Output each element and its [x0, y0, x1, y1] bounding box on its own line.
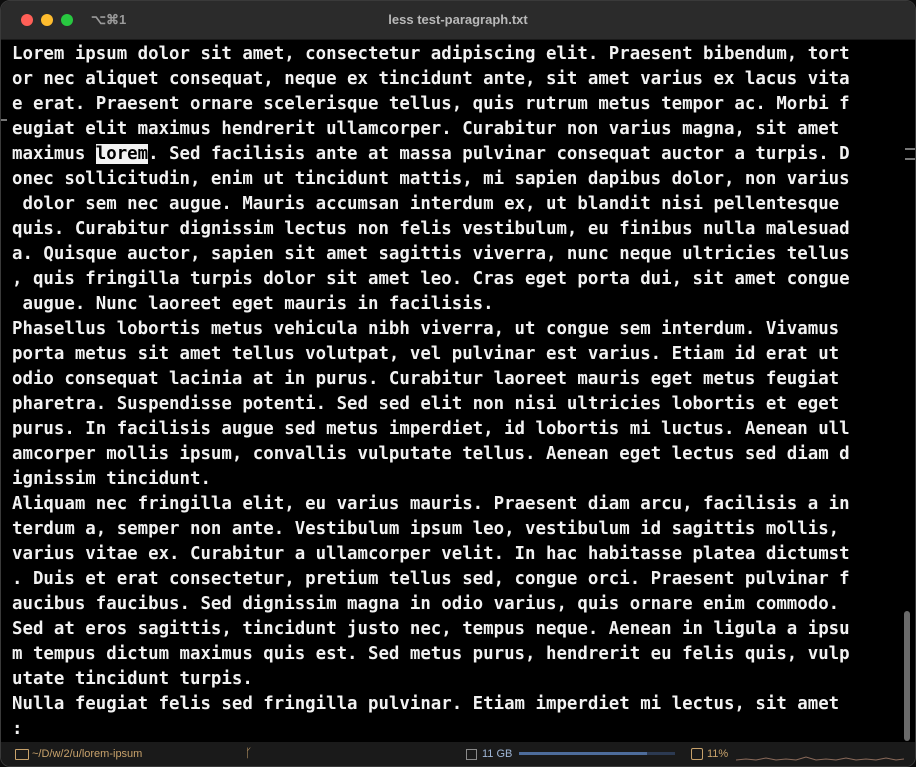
scrollbar-thumb[interactable]	[904, 611, 910, 741]
terminal-line: or nec aliquet consequat, neque ex tincidunt ante, sit amet varius ex lacus vita	[12, 69, 850, 89]
terminal-line: amcorper mollis ipsum, convallis vulputate tellus. Aenean eget lectus sed diam d	[12, 444, 850, 464]
memory-bar-fill	[519, 752, 647, 755]
terminal-line: onec sollicitudin, enim ut tincidunt mattis, mi sapien dapibus dolor, non varius	[12, 169, 850, 189]
status-bar	[1, 742, 915, 766]
tab-shortcut: ⌥⌘1	[91, 12, 127, 27]
terminal-line: :	[12, 719, 23, 739]
terminal-line: Sed at eros sagittis, tincidunt justo nec, tempus neque. Aenean in ligula a ipsu	[12, 619, 850, 639]
terminal-line: ignissim tincidunt.	[12, 469, 211, 489]
terminal-line: Phasellus lobortis metus vehicula nibh viverra, ut congue sem interdum. Vivamus	[12, 319, 840, 339]
terminal-line: dolor sem nec augue. Mauris accumsan interdum ex, ut blandit nisi pellentesque	[12, 194, 840, 214]
terminal-line: eugiat elit maximus hendrerit ullamcorper. Curabitur non varius magna, sit amet	[12, 119, 840, 139]
terminal-line: Lorem ipsum dolor sit amet, consectetur adipiscing elit. Praesent bibendum, tort	[12, 44, 850, 64]
terminal-line: utate tincidunt turpis.	[12, 669, 253, 689]
terminal-line: quis. Curabitur dignissim lectus non felis vestibulum, eu finibus nulla malesuad	[12, 219, 850, 239]
terminal-line: purus. In facilisis augue sed metus imperdiet, id lobortis mi luctus. Aenean ull	[12, 419, 850, 439]
terminal-line: Aliquam nec fringilla elit, eu varius mauris. Praesent diam arcu, facilisis a in	[12, 494, 850, 514]
window-title: less test-paragraph.txt	[388, 12, 528, 27]
terminal-line: , quis fringilla turpis dolor sit amet leo. Cras eget porta dui, sit amet congue	[12, 269, 850, 289]
terminal-line: pharetra. Suspendisse potenti. Sed sed elit non nisi ultricies lobortis et eget	[12, 394, 840, 414]
terminal-line: aucibus faucibus. Sed dignissim magna in odio varius, quis ornare enim commodo.	[12, 594, 840, 614]
terminal-line: porta metus sit amet tellus volutpat, vel pulvinar est varius. Etiam id erat ut	[12, 344, 840, 364]
terminal-line: odio consequat lacinia at in purus. Curabitur laoreet mauris eget metus feugiat	[12, 369, 840, 389]
terminal-line: a. Quisque auctor, sapien sit amet sagittis viverra, nunc neque ultricies tellus	[12, 244, 850, 264]
folder-icon	[15, 749, 29, 760]
terminal-line: . Duis et erat consectetur, pretium tellus sed, congue orci. Praesent pulvinar f	[12, 569, 850, 589]
cpu-icon	[691, 748, 703, 760]
terminal-output[interactable]	[12, 42, 896, 742]
terminal-line: e erat. Praesent ornare scelerisque tellus, quis rutrum metus tempor ac. Morbi f	[12, 94, 850, 114]
git-branch-icon: ᚴ	[245, 746, 253, 760]
left-edge-marker	[0, 119, 7, 121]
terminal-line: augue. Nunc laoreet eget mauris in facilisis.	[12, 294, 494, 314]
terminal-line: Nulla feugiat felis sed fringilla pulvinar. Etiam imperdiet mi lectus, sit amet	[12, 694, 840, 714]
terminal-line: maximus lorem. Sed facilisis ante at massa pulvinar consequat auctor a turpis. D	[12, 144, 850, 164]
terminal-line: terdum a, semper non ante. Vestibulum ipsum leo, vestibulum id sagittis mollis,	[12, 519, 840, 539]
terminal-line: m tempus dictum maximus quis est. Sed metus purus, hendrerit eu felis quis, vulp	[12, 644, 850, 664]
search-match-highlight: lorem	[95, 144, 149, 164]
memory-icon	[466, 749, 477, 760]
cpu-graph	[736, 744, 904, 762]
current-path[interactable]: ~/D/w/2/u/lorem-ipsum	[32, 748, 143, 760]
terminal-line: varius vitae ex. Curabitur a ullamcorper velit. In hac habitasse platea dictumst	[12, 544, 850, 564]
memory-usage: 11 GB	[482, 748, 513, 760]
title-bar[interactable]	[1, 1, 915, 40]
cpu-usage: 11%	[707, 748, 729, 760]
memory-bar	[519, 752, 675, 755]
scrollbar[interactable]	[903, 41, 912, 742]
